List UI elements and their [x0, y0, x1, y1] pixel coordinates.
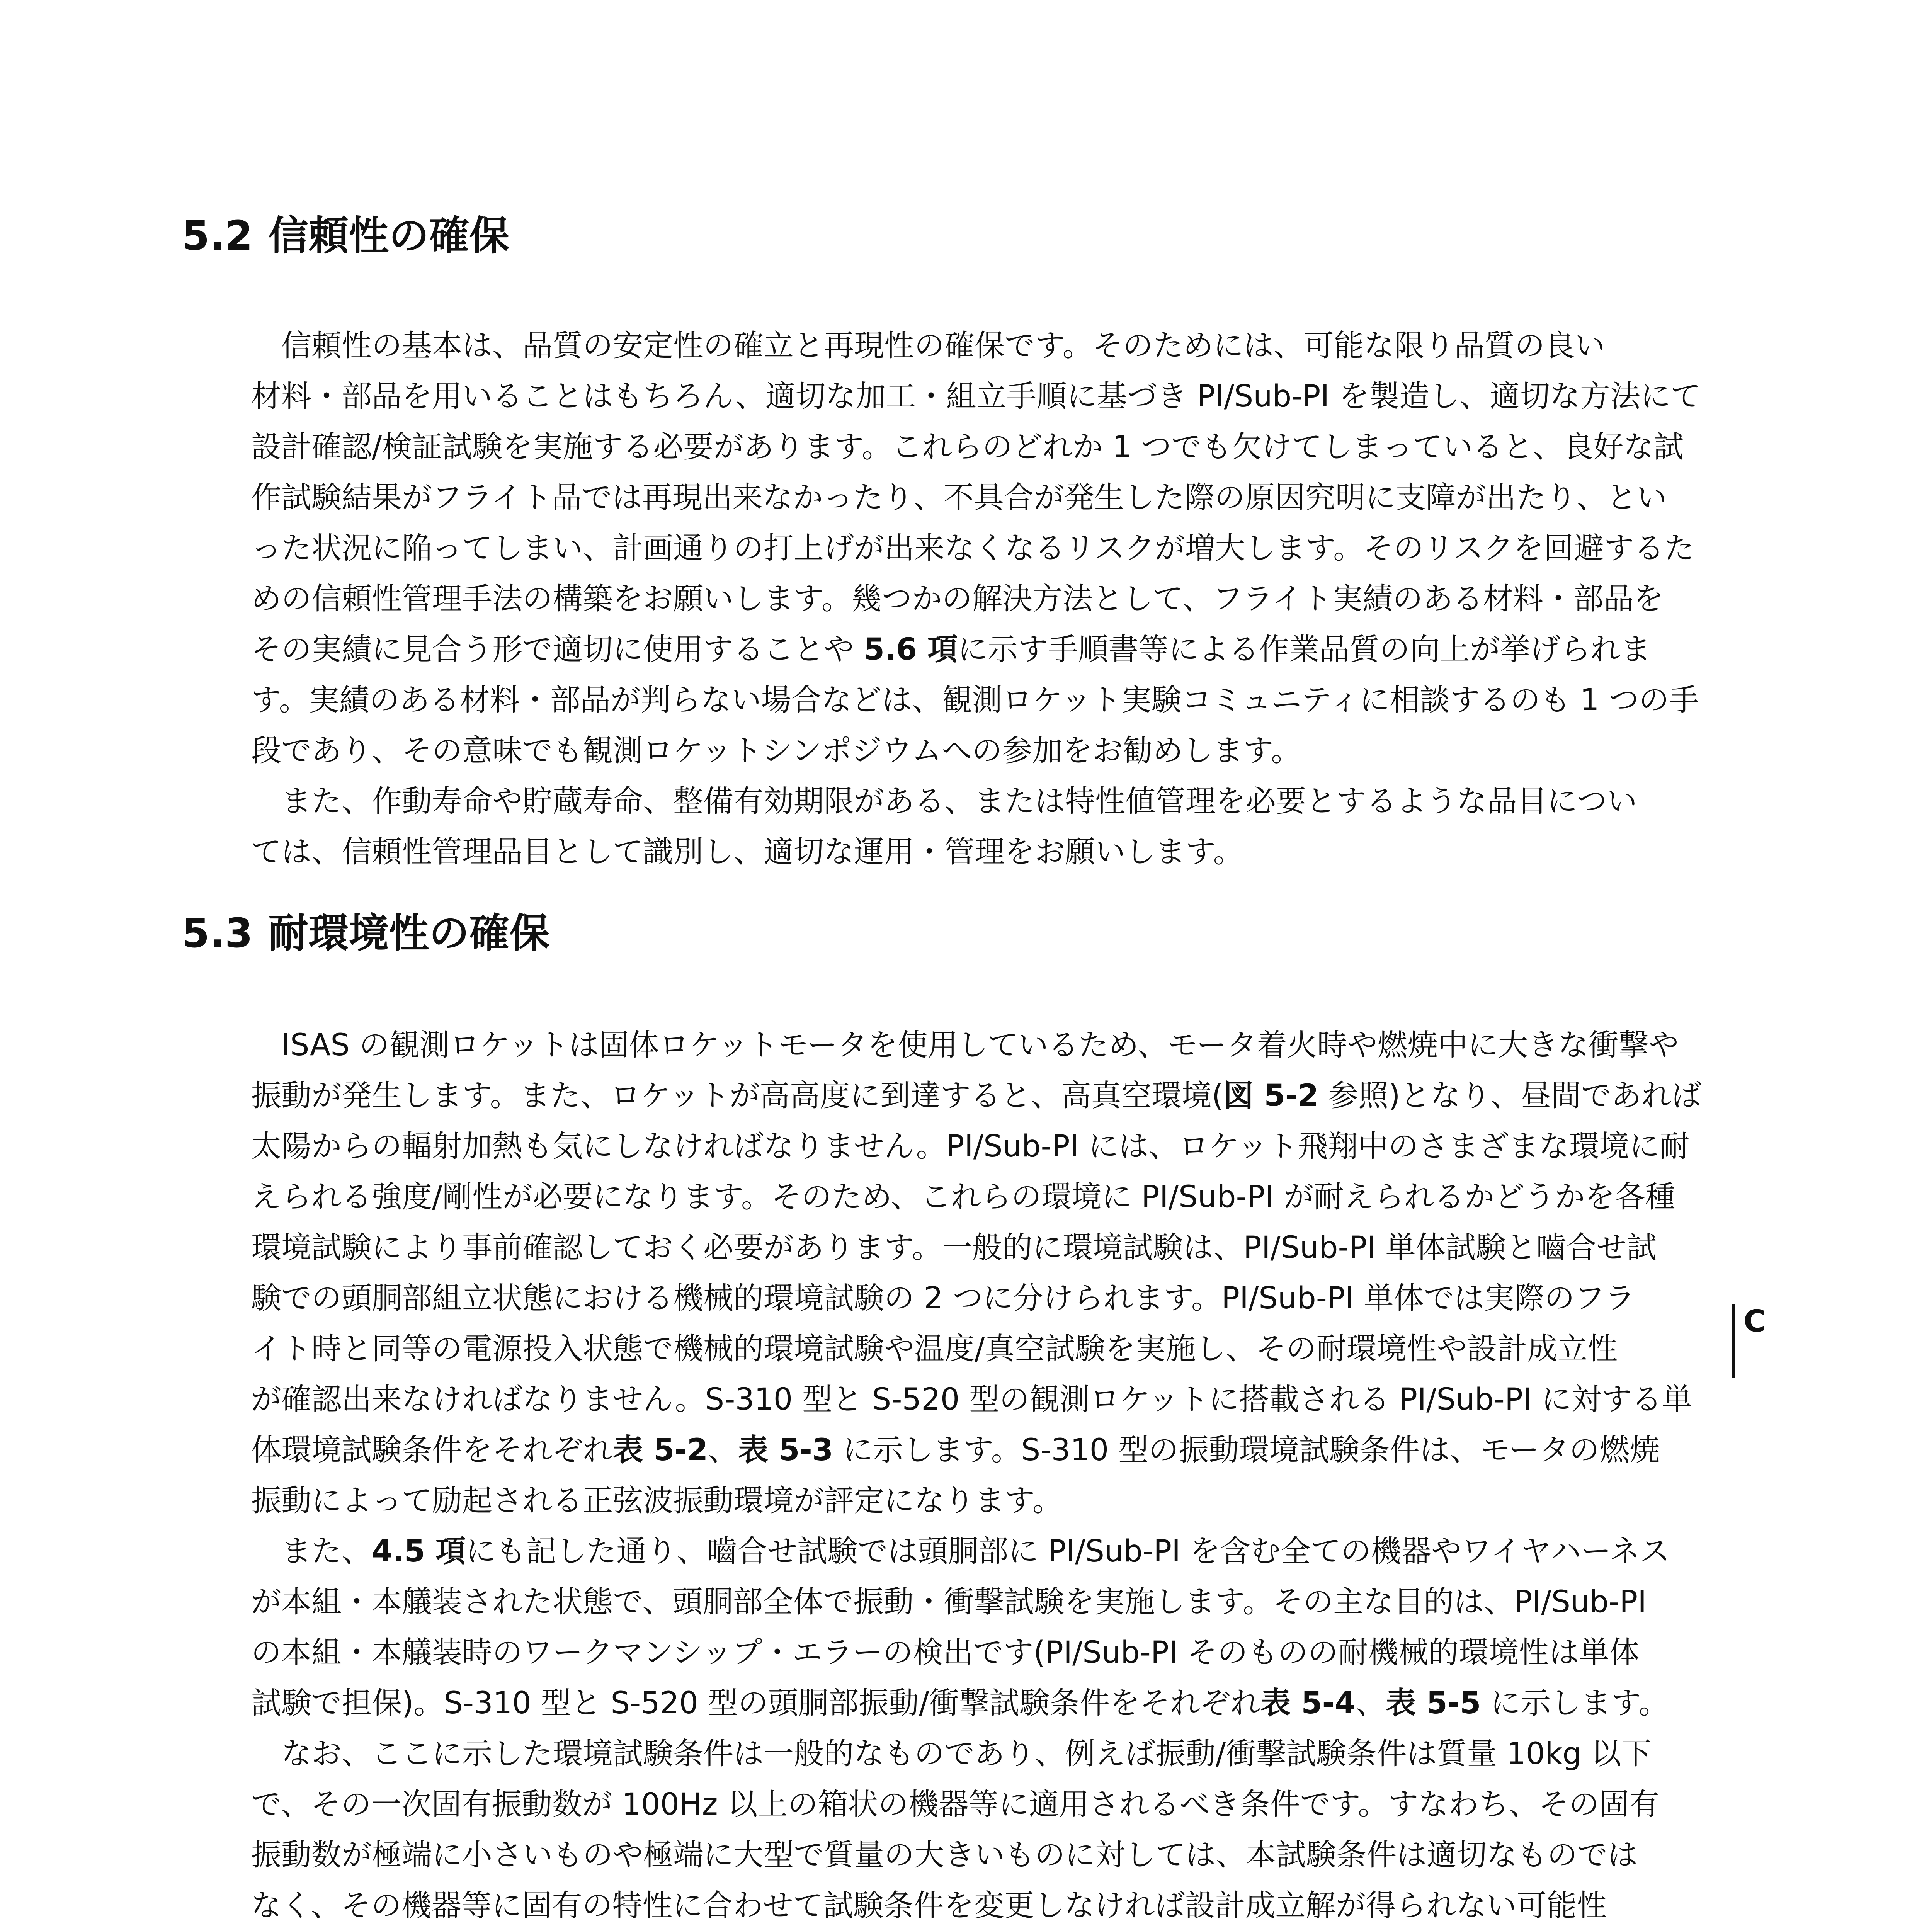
text-run: に示します。 [1481, 1686, 1669, 1721]
text-line [251, 1830, 1727, 1881]
section-number: 5.2 [182, 212, 253, 259]
text-run: 環境試験により事前確認しておく必要があります。一般的に環境試験は、PI/Sub-PI 単体試験と嚙合せ試 [251, 1230, 1657, 1265]
text-run: 体環境試験条件をそれぞれ [251, 1433, 613, 1468]
bold-reference: 4.5 項 [372, 1534, 466, 1569]
text-run: えられる強度/剛性が必要になります。そのため、これらの環境に PI/Sub-PI が耐えられるかどうかを各種 [251, 1180, 1675, 1214]
text-line [251, 574, 1727, 624]
text-line [251, 1071, 1727, 1121]
text-line [251, 422, 1727, 473]
text-line [251, 1779, 1727, 1830]
text-line [251, 675, 1727, 726]
text-run: なく、その機器等に固有の特性に合わせて試験条件を変更しなければ設計成立解が得られない可能性 [251, 1888, 1607, 1923]
text-run: ては、信頼性管理品目として識別し、適切な運用・管理をお願いします。 [251, 835, 1243, 869]
section-number: 5.3 [182, 910, 253, 957]
text-line [251, 624, 1727, 675]
text-run: なお、ここに示した環境試験条件は一般的なものであり、例えば振動/衝撃試験条件は質量 10kg 以下 [251, 1736, 1652, 1771]
text-line [251, 321, 1727, 371]
text-line [251, 523, 1727, 574]
text-line [251, 1628, 1727, 1678]
section-body [251, 1020, 1727, 1932]
text-line [251, 1223, 1727, 1273]
text-run: ISAS の観測ロケットは固体ロケットモータを使用しているため、モータ着火時や燃焼中に大きな衝撃や [251, 1028, 1679, 1063]
text-line [251, 473, 1727, 523]
bold-reference: 表 5-5 [1386, 1686, 1481, 1721]
text-run: 信頼性の基本は、品質の安定性の確立と再現性の確保です。そのためには、可能な限り品質の良い [251, 328, 1605, 363]
text-run: 太陽からの輻射加熱も気にしなければなりません。PI/Sub-PI には、ロケット飛翔中のさまざまな環境に耐 [251, 1129, 1690, 1164]
text-line [251, 1729, 1727, 1779]
text-line [251, 827, 1727, 878]
text-run: 段であり、その意味でも観測ロケットシンポジウムへの参加をお勧めします。 [251, 733, 1301, 768]
text-line [251, 1425, 1727, 1476]
bold-reference: 図 5-2 [1223, 1078, 1319, 1113]
bold-reference: 表 5-3 [738, 1433, 833, 1468]
section-title: 耐環境性の確保 [268, 910, 550, 957]
text-run: にも記した通り、嚙合せ試験では頭胴部に PI/Sub-PI を含む全ての機器やワイヤハーネス [466, 1534, 1670, 1569]
text-run: 、 [1356, 1686, 1386, 1721]
text-line [251, 726, 1727, 776]
text-run: 、 [708, 1433, 738, 1468]
text-run: 振動数が極端に小さいものや極端に大型で質量の大きいものに対しては、本試験条件は適切なものでは [251, 1838, 1638, 1872]
revision-bar [1732, 1304, 1735, 1378]
text-run: に示します。S-310 型の振動環境試験条件は、モータの燃焼 [833, 1433, 1660, 1468]
text-run: った状況に陥ってしまい、計画通りの打上げが出来なくなるリスクが増大します。そのリスクを回避するた [251, 531, 1694, 566]
text-run: また、作動寿命や貯蔵寿命、整備有効期限がある、または特性値管理を必要とするような品目につい [251, 784, 1637, 819]
text-line [251, 1121, 1727, 1172]
text-run: に示す手順書等による作業品質の向上が挙げられま [958, 632, 1651, 667]
text-line [251, 371, 1727, 422]
bold-reference: 表 5-2 [613, 1433, 708, 1468]
text-run: 作試験結果がフライト品では再現出来なかったり、不具合が発生した際の原因究明に支障が出たり、とい [251, 480, 1667, 515]
text-run: す。実績のある材料・部品が判らない場合などは、観測ロケット実験コミュニティに相談するのも 1 つの手 [251, 683, 1699, 718]
text-run: が確認出来なければなりません。S-310 型と S-520 型の観測ロケットに搭載される PI/Sub-PI に対する単 [251, 1382, 1692, 1417]
text-line [251, 1324, 1727, 1374]
text-line [251, 1374, 1727, 1425]
text-line [251, 1476, 1727, 1526]
bold-reference: 5.6 項 [863, 632, 958, 667]
text-run: 材料・部品を用いることはもちろん、適切な加工・組立手順に基づき PI/Sub-PI を製造し、適切な方法にて [251, 379, 1701, 414]
text-line [251, 776, 1727, 827]
text-run: が本組・本艤装された状態で、頭胴部全体で振動・衝撃試験を実施します。その主な目的は、PI/Sub-PI [251, 1585, 1647, 1619]
section-heading [182, 908, 549, 958]
text-line [251, 1678, 1727, 1729]
text-run: 参照)となり、昼間であれば [1318, 1078, 1702, 1113]
text-run: の本組・本艤装時のワークマンシップ・エラーの検出です(PI/Sub-PI そのものの耐機械的環境性は単体 [251, 1635, 1640, 1670]
text-run: で、その一次固有振動数が 100Hz 以上の箱状の機器等に適用されるべき条件です。すなわち、その固有 [251, 1787, 1660, 1822]
text-line [251, 1577, 1727, 1628]
text-run: 験での頭胴部組立状態における機械的環境試験の 2 つに分けられます。PI/Sub-PI 単体では実際のフラ [251, 1281, 1635, 1316]
section-body [251, 321, 1727, 878]
section-heading [182, 211, 509, 261]
text-run: 設計確認/検証試験を実施する必要があります。これらのどれか 1 つでも欠けてしまっていると、良好な試 [251, 430, 1684, 464]
bold-reference: 表 5-4 [1260, 1686, 1356, 1721]
text-line [251, 1881, 1727, 1931]
text-run: その実績に見合う形で適切に使用することや [251, 632, 864, 667]
text-line [251, 1020, 1727, 1071]
text-run: また、 [251, 1534, 372, 1569]
text-line [251, 1273, 1727, 1324]
text-run: 振動が発生します。また、ロケットが高高度に到達すると、高真空環境( [251, 1078, 1224, 1113]
text-run: イト時と同等の電源投入状態で機械的環境試験や温度/真空試験を実施し、その耐環境性や設計成立性 [251, 1332, 1618, 1366]
text-run: 振動によって励起される正弦波振動環境が評定になります。 [251, 1483, 1063, 1518]
revision-mark: C [1744, 1304, 1766, 1339]
text-line [251, 1526, 1727, 1577]
section-title: 信頼性の確保 [268, 212, 510, 259]
text-run: めの信頼性管理手法の構築をお願いします。幾つかの解決方法として、フライト実績のある材料・部品を [251, 582, 1664, 616]
text-line [251, 1172, 1727, 1223]
text-run: 試験で担保)。S-310 型と S-520 型の頭胴部振動/衝撃試験条件をそれぞれ [251, 1686, 1261, 1721]
